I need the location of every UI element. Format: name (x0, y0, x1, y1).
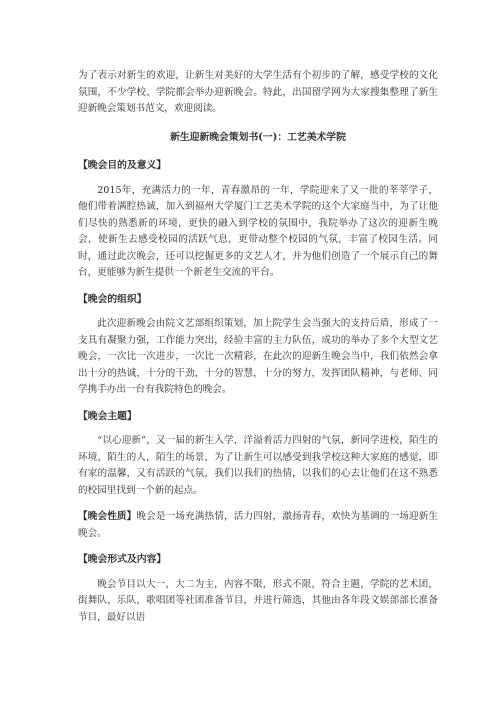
section-paragraph: 2015年，充满活力的一年，青春激昂的一年，学院迎来了又一批的莘莘学子，他们带着满腔热诚，加入到福州大学厦门工艺美术学院的这个大家庭当中，为了让他们尽快的熟悉新的环境，更快的融入到学校的氛围中，我院举办了这次的迎新生晚会，使新生去感受校园的活跃气息，更带动整个校园的气氛，丰富了校园生活。同时，通过此次晚会，还可以挖掘更多的文艺人才，并为他们创造了一个展示自己的舞台，更能够为新生提供一个新老生交流的平台。 (78, 184, 438, 278)
section-nature (78, 509, 438, 542)
section-heading: 【晚会的组织】 (78, 293, 147, 305)
document-title: 新生迎新晚会策划书(一)：工艺美术学院 (170, 131, 346, 143)
section-paragraph: 晚会是一场充满热情，活力四射，激扬青春，欢快为基调的一场迎新生晚会。 (78, 511, 439, 539)
section-paragraph: 晚会节目以大一，大二为主，内容不限，形式不限，符合主题，学院的艺术团，街舞队，乐队，歌唱团等社团准备节目，并进行筛选，其他由各年段文娱部部长准备节目，最好以语 (78, 578, 438, 623)
section-paragraph: “以心迎新”，又一届的新生入学，洋溢着活力四射的气氛，新同学进校，陌生的环境，陌生的人，陌生的场景，为了让新生可以感受到我学校这种大家庭的感觉，即有家的温馨，又有活跃的气氛，我们以我们的热情，以我们的心去让他们在这不熟悉的校园里找到一个新的起点。 (78, 435, 438, 496)
intro-paragraph: 为了表示对新生的欢迎，让新生对美好的大学生活有个初步的了解，感受学校的文化氛围，不少学校、学院都会举办迎新晚会。特此，出国留学网为大家搜集整理了新生迎新晚会策划书范文，欢迎阅读。 (78, 70, 438, 114)
section-purpose (78, 158, 438, 282)
section-organization (78, 292, 438, 399)
document-body (78, 68, 438, 636)
section-heading: 【晚会主题】 (78, 410, 137, 422)
section-form (78, 552, 438, 626)
section-heading: 【晚会目的及意义】 (78, 160, 167, 171)
section-heading: 【晚会性质】 (78, 511, 137, 522)
section-paragraph: 此次迎新晚会由院文艺部组织策划，加上院学生会当强大的支持后盾，形成了一支具有凝聚力强，工作能力突出，经验丰富的主力队伍，成功的举办了多个大型文艺晚会，一次比一次进步，一次比一次精彩，在此次的迎新生晚会当中，我们依然会拿出十分的热诚，十分的干劲，十分的智慧，十分的努力，发挥团队精神，与老师、同学携手办出一台有我院特色的晚会。 (78, 318, 438, 395)
section-heading: 【晚会形式及内容】 (78, 554, 167, 565)
section-theme (78, 409, 438, 500)
